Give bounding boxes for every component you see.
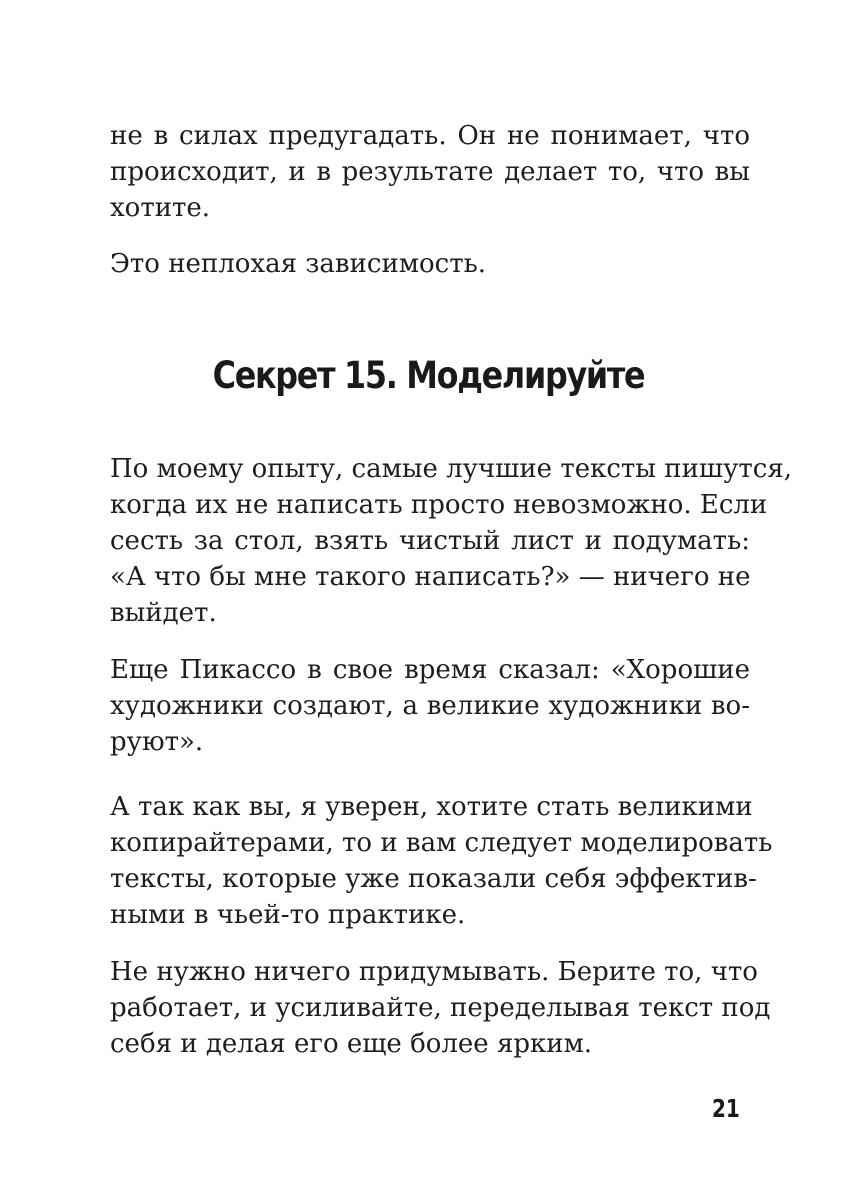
paragraph-continuation xyxy=(110,118,750,226)
text-line: хотите. xyxy=(110,193,211,223)
paragraph-copywriters xyxy=(110,789,773,933)
section-heading: Секрет 15. Моделируйте xyxy=(212,354,645,397)
paragraph-experience xyxy=(110,451,792,631)
text-line: не в силах предугадать. Он не понимает, что xyxy=(110,121,750,151)
text-line: себя и делая его еще более ярким. xyxy=(110,1029,593,1059)
text-line: Еще Пикассо в свое время сказал: «Хорошие xyxy=(110,655,750,685)
text-line: работает, и усиливайте, переделывая текст под xyxy=(110,993,771,1023)
page-number: 21 xyxy=(712,1094,740,1123)
paragraph-advice xyxy=(110,954,771,1062)
text-line: А так как вы, я уверен, хотите стать великими xyxy=(110,792,753,822)
text-line: выйдет. xyxy=(110,598,217,628)
paragraph-dependency xyxy=(110,246,750,282)
text-line: сесть за стол, взять чистый лист и подумать: xyxy=(110,526,750,556)
text-line: «А что бы мне такого написать?» — ничего не xyxy=(110,562,751,592)
text-line: ными в чьей-то практике. xyxy=(110,900,466,930)
text-line: копирайтерами, то и вам следует моделировать xyxy=(110,828,773,858)
paragraph-picasso-quote xyxy=(110,652,750,760)
text-line: художники создают, а великие художники во- xyxy=(110,691,750,721)
text-line: По моему опыту, самые лучшие тексты пишутся, xyxy=(110,454,792,484)
text-line: руют». xyxy=(110,727,204,757)
text-line: Не нужно ничего придумывать. Берите то, что xyxy=(110,957,758,987)
text-line: тексты, которые уже показали себя эффектив- xyxy=(110,864,757,894)
text-line: Это неплохая зависимость. xyxy=(110,249,487,279)
text-line: происходит, и в результате делает то, что вы xyxy=(110,157,750,187)
text-line: когда их не написать просто невозможно. Если xyxy=(110,490,768,520)
